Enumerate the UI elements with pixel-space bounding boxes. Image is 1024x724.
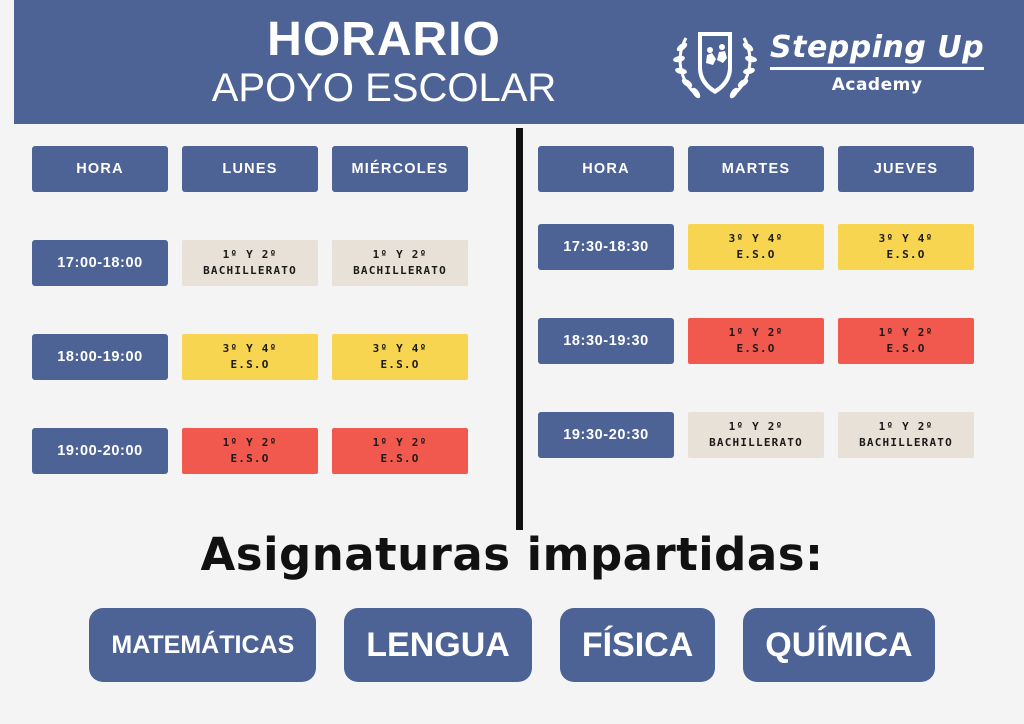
table-row — [32, 334, 502, 380]
course-level: 3º Y 4º — [222, 341, 278, 355]
course-level: 1º Y 2º — [222, 247, 278, 261]
column-header-hora: HORA — [538, 146, 674, 192]
subjects-title: Asignaturas impartidas: — [200, 528, 824, 581]
table-row — [32, 240, 502, 286]
schedule-panel-left — [32, 146, 502, 474]
course-cell — [688, 318, 824, 364]
table-row — [538, 318, 1008, 364]
course-stage: BACHILLERATO — [709, 436, 803, 449]
brand-name: Stepping Up — [770, 30, 984, 70]
course-level: 1º Y 2º — [222, 435, 278, 449]
subject-chip-fisica: FÍSICA — [560, 608, 715, 682]
course-level: 1º Y 2º — [878, 325, 934, 339]
course-stage: BACHILLERATO — [859, 436, 953, 449]
page-title: HORARIO — [267, 13, 501, 66]
header-row — [32, 146, 502, 192]
header-row — [538, 146, 1008, 192]
header-titles — [14, 13, 654, 110]
column-header-lunes: LUNES — [182, 146, 318, 192]
course-cell — [688, 224, 824, 270]
time-slot: 18:00-19:00 — [32, 334, 168, 380]
subjects-list — [0, 608, 1024, 682]
course-level: 3º Y 4º — [728, 231, 784, 245]
course-level: 1º Y 2º — [728, 325, 784, 339]
academy-crest-icon — [672, 16, 758, 108]
brand-text — [770, 30, 984, 95]
table-row — [538, 412, 1008, 458]
time-slot: 17:30-18:30 — [538, 224, 674, 270]
course-level: 3º Y 4º — [372, 341, 428, 355]
page-subtitle: APOYO ESCOLAR — [211, 66, 557, 110]
subject-chip-quimica: QUÍMICA — [743, 608, 934, 682]
time-slot: 17:00-18:00 — [32, 240, 168, 286]
course-cell — [838, 318, 974, 364]
course-cell — [688, 412, 824, 458]
column-header-hora: HORA — [32, 146, 168, 192]
table-row — [32, 428, 502, 474]
subject-chip-matematicas: MATEMÁTICAS — [89, 608, 316, 682]
course-stage: E.S.O — [380, 452, 420, 465]
course-cell — [332, 240, 468, 286]
course-stage: E.S.O — [736, 342, 776, 355]
course-stage: E.S.O — [230, 452, 270, 465]
table-row — [538, 224, 1008, 270]
course-level: 1º Y 2º — [372, 247, 428, 261]
column-header-martes: MARTES — [688, 146, 824, 192]
time-slot: 19:30-20:30 — [538, 412, 674, 458]
course-level: 1º Y 2º — [728, 419, 784, 433]
course-cell — [332, 334, 468, 380]
course-stage: E.S.O — [886, 342, 926, 355]
time-slot: 18:30-19:30 — [538, 318, 674, 364]
subject-chip-lengua: LENGUA — [344, 608, 532, 682]
course-stage: BACHILLERATO — [353, 264, 447, 277]
column-header-miercoles: MIÉRCOLES — [332, 146, 468, 192]
course-stage: E.S.O — [736, 248, 776, 261]
course-level: 1º Y 2º — [878, 419, 934, 433]
schedule-panel-right — [538, 146, 1008, 458]
course-stage: E.S.O — [380, 358, 420, 371]
course-cell — [182, 428, 318, 474]
course-cell — [838, 224, 974, 270]
schedule-section — [0, 128, 1024, 528]
course-level: 3º Y 4º — [878, 231, 934, 245]
course-cell — [332, 428, 468, 474]
academy-logo — [672, 16, 984, 108]
page-header — [14, 0, 1024, 124]
course-cell — [182, 334, 318, 380]
course-cell — [182, 240, 318, 286]
brand-subtitle: Academy — [831, 74, 923, 95]
course-stage: BACHILLERATO — [203, 264, 297, 277]
course-stage: E.S.O — [886, 248, 926, 261]
column-header-jueves: JUEVES — [838, 146, 974, 192]
course-level: 1º Y 2º — [372, 435, 428, 449]
time-slot: 19:00-20:00 — [32, 428, 168, 474]
vertical-divider — [516, 128, 523, 530]
course-cell — [838, 412, 974, 458]
course-stage: E.S.O — [230, 358, 270, 371]
